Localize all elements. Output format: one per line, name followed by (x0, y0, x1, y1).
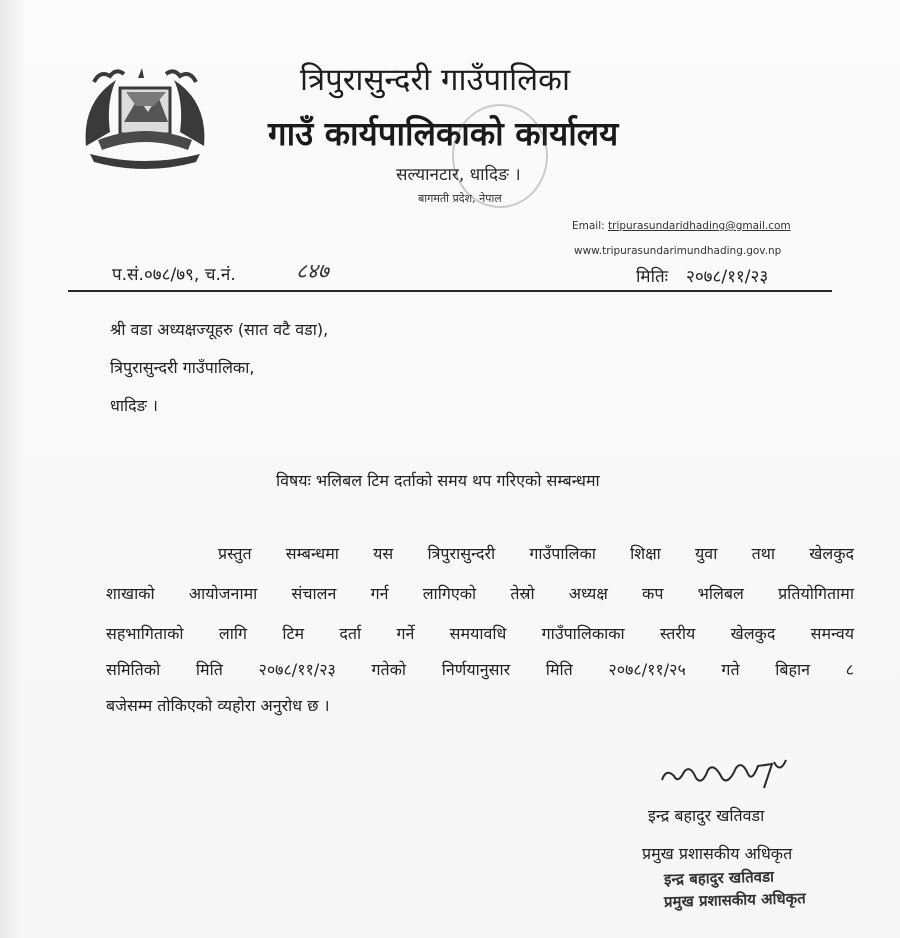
province-name: बागमती प्रदेश, नेपाल (418, 192, 502, 205)
header-divider (68, 290, 832, 292)
addressee-line-3: धादिङ । (110, 396, 158, 415)
office-location: सल्यानटार, धादिङ । (396, 165, 521, 185)
date-value: २०७८/११/२३ (686, 267, 769, 287)
signatory-name: इन्द्र बहादुर खतिवडा (648, 806, 765, 825)
body-line-4 (106, 658, 854, 680)
body-line-3 (106, 622, 854, 644)
signatory-title: प्रमुख प्रशासकीय अधिकृत (642, 844, 793, 863)
website-link[interactable]: www.tripurasundarimundhading.gov.np (574, 245, 782, 257)
email-line (572, 220, 791, 232)
municipality-name: त्रिपुरासुन्दरी गाउँपालिका (300, 62, 571, 98)
addressee-line-1: श्री वडा अध्यक्षज्यूहरु (सात वटै वडा), (110, 320, 329, 339)
government-emblem-icon (76, 62, 214, 174)
email-label: Email: (572, 220, 605, 232)
date-label: मितिः (636, 267, 669, 287)
letter-subject: विषयः भलिबल टिम दर्ताको समय थप गरिएको सम्बन्धमा (276, 471, 600, 490)
addressee-line-2: त्रिपुरासुन्दरी गाउँपालिका, (110, 358, 255, 377)
office-name: गाउँ कार्यपालिकाको कार्यालय (268, 114, 619, 153)
seal-name: इन्द्र बहादुर खतिवडा (663, 867, 775, 889)
seal-title: प्रमुख प्रशासकीय अधिकृत (663, 889, 806, 911)
body-line-5: बजेसम्म तोकिएको व्यहोरा अनुरोध छ । (106, 696, 330, 715)
dispatch-number: ८४७ (296, 259, 329, 283)
body-line-1 (218, 542, 854, 564)
email-address[interactable]: tripurasundaridhading@gmail.com (608, 220, 791, 232)
body-line-2-text: शाखाको आयोजनामा संचालन गर्न लागिएको तेस्रो अध्यक्ष कप भलिबल प्रतियोगितामा (106, 584, 854, 603)
body-line-2 (106, 582, 854, 604)
body-line-4-text: समितिको मिति २०७८/११/२३ गतेको निर्णयानुसार मिति २०७८/११/२५ गते बिहान ८ (106, 660, 854, 679)
body-line-3-text: सहभागिताको लागि टिम दर्ता गर्ने समयावधि गाउँपालिकाका स्तरीय खेलकुद समन्वय (106, 624, 854, 643)
reference-label: प.सं.०७८/७९, च.नं. (112, 265, 236, 285)
body-line-1-text: प्रस्तुत सम्बन्धमा यस त्रिपुरासुन्दरी गाउँपालिका शिक्षा युवा तथा खेलकुद (218, 544, 854, 563)
handwritten-signature (656, 756, 806, 792)
